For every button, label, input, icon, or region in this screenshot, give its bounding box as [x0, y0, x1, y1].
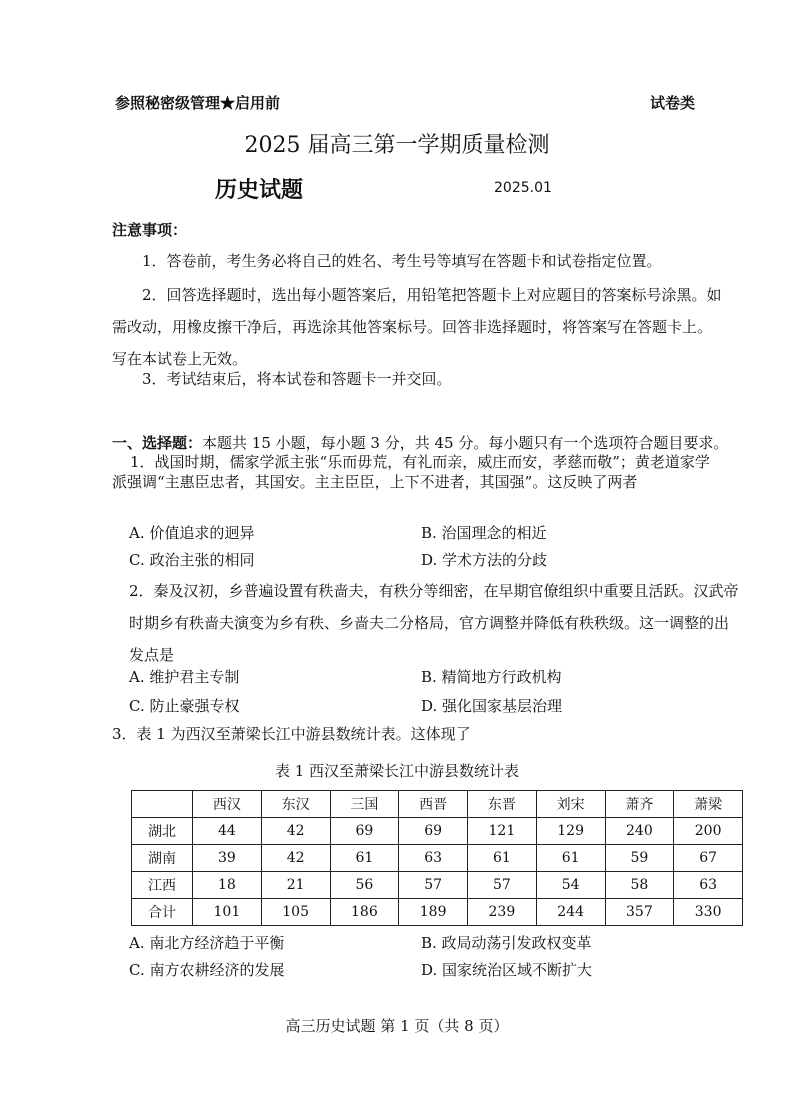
table-cell: 186 — [330, 899, 399, 926]
exam-title: 2025 届高三第一学期质量检测 — [244, 133, 550, 158]
table-cell: 69 — [399, 818, 468, 845]
question-1-stem: 1．战国时期，儒家学派主张“乐而毋荒，有礼而亲，威庄而安，孝慈而敬”；黄老道家学派强调“主惠臣忠者，其国安。主主臣臣，上下不进者，其国强”。这反映了两者 — [112, 453, 710, 491]
table-cell: 54 — [536, 872, 605, 899]
table-cell: 330 — [674, 899, 743, 926]
table-header-cell: 西晋 — [399, 791, 468, 818]
notice-item-3: 3．考试结束后，将本试卷和答题卡一并交回。 — [142, 370, 452, 388]
table-cell: 39 — [193, 845, 262, 872]
q1-option-b: B. 治国理念的相近 — [421, 524, 547, 542]
q3-option-a: A. 南北方经济趋于平衡 — [129, 934, 285, 952]
subject-title: 历史试题 — [215, 177, 304, 203]
row-label-cell: 合计 — [132, 899, 193, 926]
section1-header — [112, 432, 728, 453]
q2-option-b: B. 精简地方行政机构 — [421, 668, 562, 686]
q1-option-a: A. 价值追求的迥异 — [129, 524, 255, 542]
section1-instruction: 本题共 15 小题，每小题 3 分，共 45 分。每小题只有一个选项符合题目要求。 — [202, 434, 729, 452]
row-label-cell: 江西 — [132, 872, 193, 899]
table-cell: 67 — [674, 845, 743, 872]
table-cell: 105 — [261, 899, 330, 926]
table-cell: 244 — [536, 899, 605, 926]
q1-option-c: C. 政治主张的相同 — [129, 551, 255, 569]
question-2-stem: 2．秦及汉初，乡普遍设置有秩啬夫，有秩分等细密，在早期官僚组织中重要且活跃。汉武帝时期乡有秩啬夫演变为乡有秩、乡啬夫二分格局，官方调整并降低有秩秩级。这一调整的出发点是 — [129, 582, 739, 664]
table-cell: 57 — [468, 872, 537, 899]
table-cell: 42 — [261, 818, 330, 845]
table-header-cell: 东汉 — [261, 791, 330, 818]
table-header-cell: 东晋 — [468, 791, 537, 818]
table-cell: 21 — [261, 872, 330, 899]
table-cell: 58 — [605, 872, 674, 899]
category-label: 试卷类 — [650, 94, 696, 112]
row-label-cell: 湖北 — [132, 818, 193, 845]
q3-option-b: B. 政局动荡引发政权变革 — [421, 934, 592, 952]
table-cell: 63 — [674, 872, 743, 899]
table-row — [132, 845, 743, 872]
table-cell: 239 — [468, 899, 537, 926]
table-header-cell: 刘宋 — [536, 791, 605, 818]
notice-item-1: 1．答卷前，考生务必将自己的姓名、考生号等填写在答题卡和试卷指定位置。 — [142, 252, 662, 270]
table-row — [132, 899, 743, 926]
table-cell: 101 — [193, 899, 262, 926]
table-cell: 129 — [536, 818, 605, 845]
table-cell: 69 — [330, 818, 399, 845]
classification-label: 参照秘密级管理★启用前 — [115, 94, 281, 112]
table-cell: 200 — [674, 818, 743, 845]
notice-heading: 注意事项： — [112, 221, 188, 239]
section1-heading: 一、选择题： — [112, 434, 203, 452]
table-header-row — [132, 791, 743, 818]
question-3-stem: 3．表 1 为西汉至萧梁长江中游县数统计表。这体现了 — [112, 725, 471, 743]
table-cell: 44 — [193, 818, 262, 845]
table-cell: 63 — [399, 845, 468, 872]
table-header-cell: 西汉 — [193, 791, 262, 818]
table-header-cell — [132, 791, 193, 818]
table-header-cell: 萧齐 — [605, 791, 674, 818]
q2-option-d: D. 强化国家基层治理 — [421, 697, 563, 715]
notice-item-2: 2．回答选择题时，选出每小题答案后，用铅笔把答题卡上对应题目的答案标号涂黑。如需改动，用橡皮擦干净后，再选涂其他答案标号。回答非选择题时，将答案写在答题卡上。写在本试卷上无效。 — [112, 286, 722, 368]
table-caption: 表 1 西汉至萧梁长江中游县数统计表 — [274, 762, 520, 780]
row-label-cell: 湖南 — [132, 845, 193, 872]
table-cell: 121 — [468, 818, 537, 845]
q3-option-d: D. 国家统治区域不断扩大 — [421, 961, 593, 979]
table-header-cell: 萧梁 — [674, 791, 743, 818]
table-cell: 61 — [468, 845, 537, 872]
table-cell: 42 — [261, 845, 330, 872]
table-cell: 357 — [605, 899, 674, 926]
table-cell: 189 — [399, 899, 468, 926]
page-footer: 高三历史试题 第 1 页（共 8 页） — [285, 1017, 509, 1035]
table-row — [132, 872, 743, 899]
table-row — [132, 818, 743, 845]
table-cell: 240 — [605, 818, 674, 845]
table-cell: 18 — [193, 872, 262, 899]
table-cell: 57 — [399, 872, 468, 899]
table-header-cell: 三国 — [330, 791, 399, 818]
table-cell: 59 — [605, 845, 674, 872]
county-count-table — [131, 790, 743, 926]
table-cell: 61 — [536, 845, 605, 872]
exam-date: 2025.01 — [494, 180, 552, 196]
table-cell: 56 — [330, 872, 399, 899]
table-cell: 61 — [330, 845, 399, 872]
q3-option-c: C. 南方农耕经济的发展 — [129, 961, 285, 979]
q1-option-d: D. 学术方法的分歧 — [421, 551, 548, 569]
q2-option-c: C. 防止豪强专权 — [129, 697, 240, 715]
q2-option-a: A. 维护君主专制 — [129, 668, 240, 686]
